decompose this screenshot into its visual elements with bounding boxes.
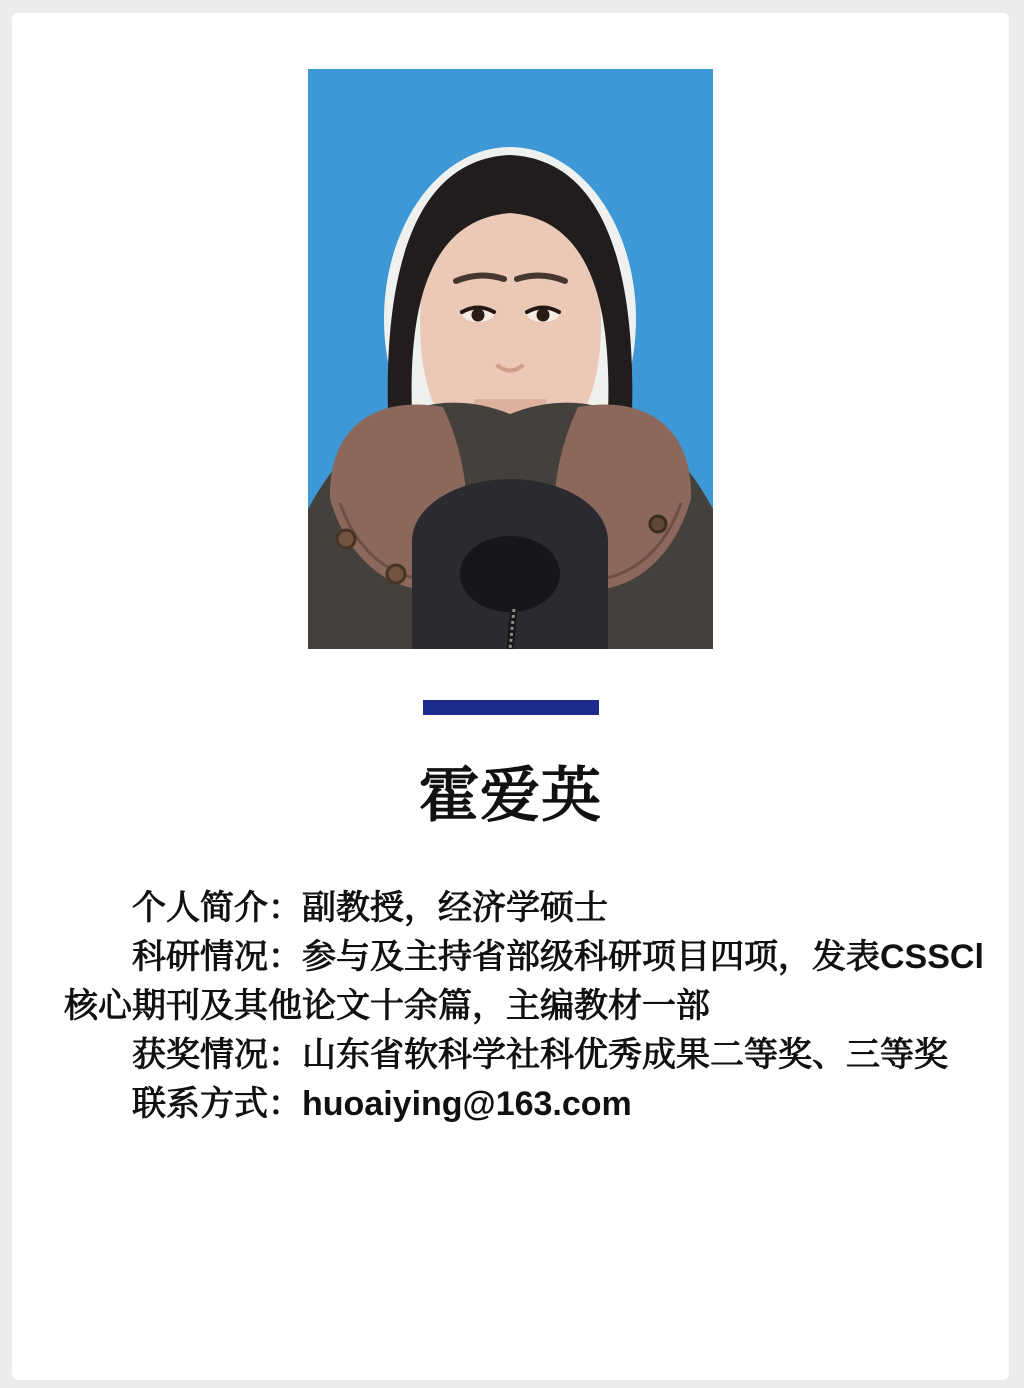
- bio-line-intro: 个人简介：副教授，经济学硕士: [132, 889, 608, 927]
- bio-line-research: 科研情况：参与及主持省部级科研项目四项，发表CSSCl核心期刊及其他论文十余篇，主编教材一部: [64, 938, 984, 1025]
- profile-card: [12, 13, 1009, 1380]
- bio-line-awards: 获奖情况：山东省软科学社科优秀成果二等奖、三等奖: [132, 1036, 948, 1074]
- portrait-photo: [308, 69, 713, 649]
- profile-name: 霍爱英: [419, 762, 602, 829]
- bio-section: [12, 884, 1009, 1129]
- bio-line-contact: 联系方式：huoaiying@163.com: [132, 1085, 632, 1123]
- accent-divider-bar: [423, 700, 599, 715]
